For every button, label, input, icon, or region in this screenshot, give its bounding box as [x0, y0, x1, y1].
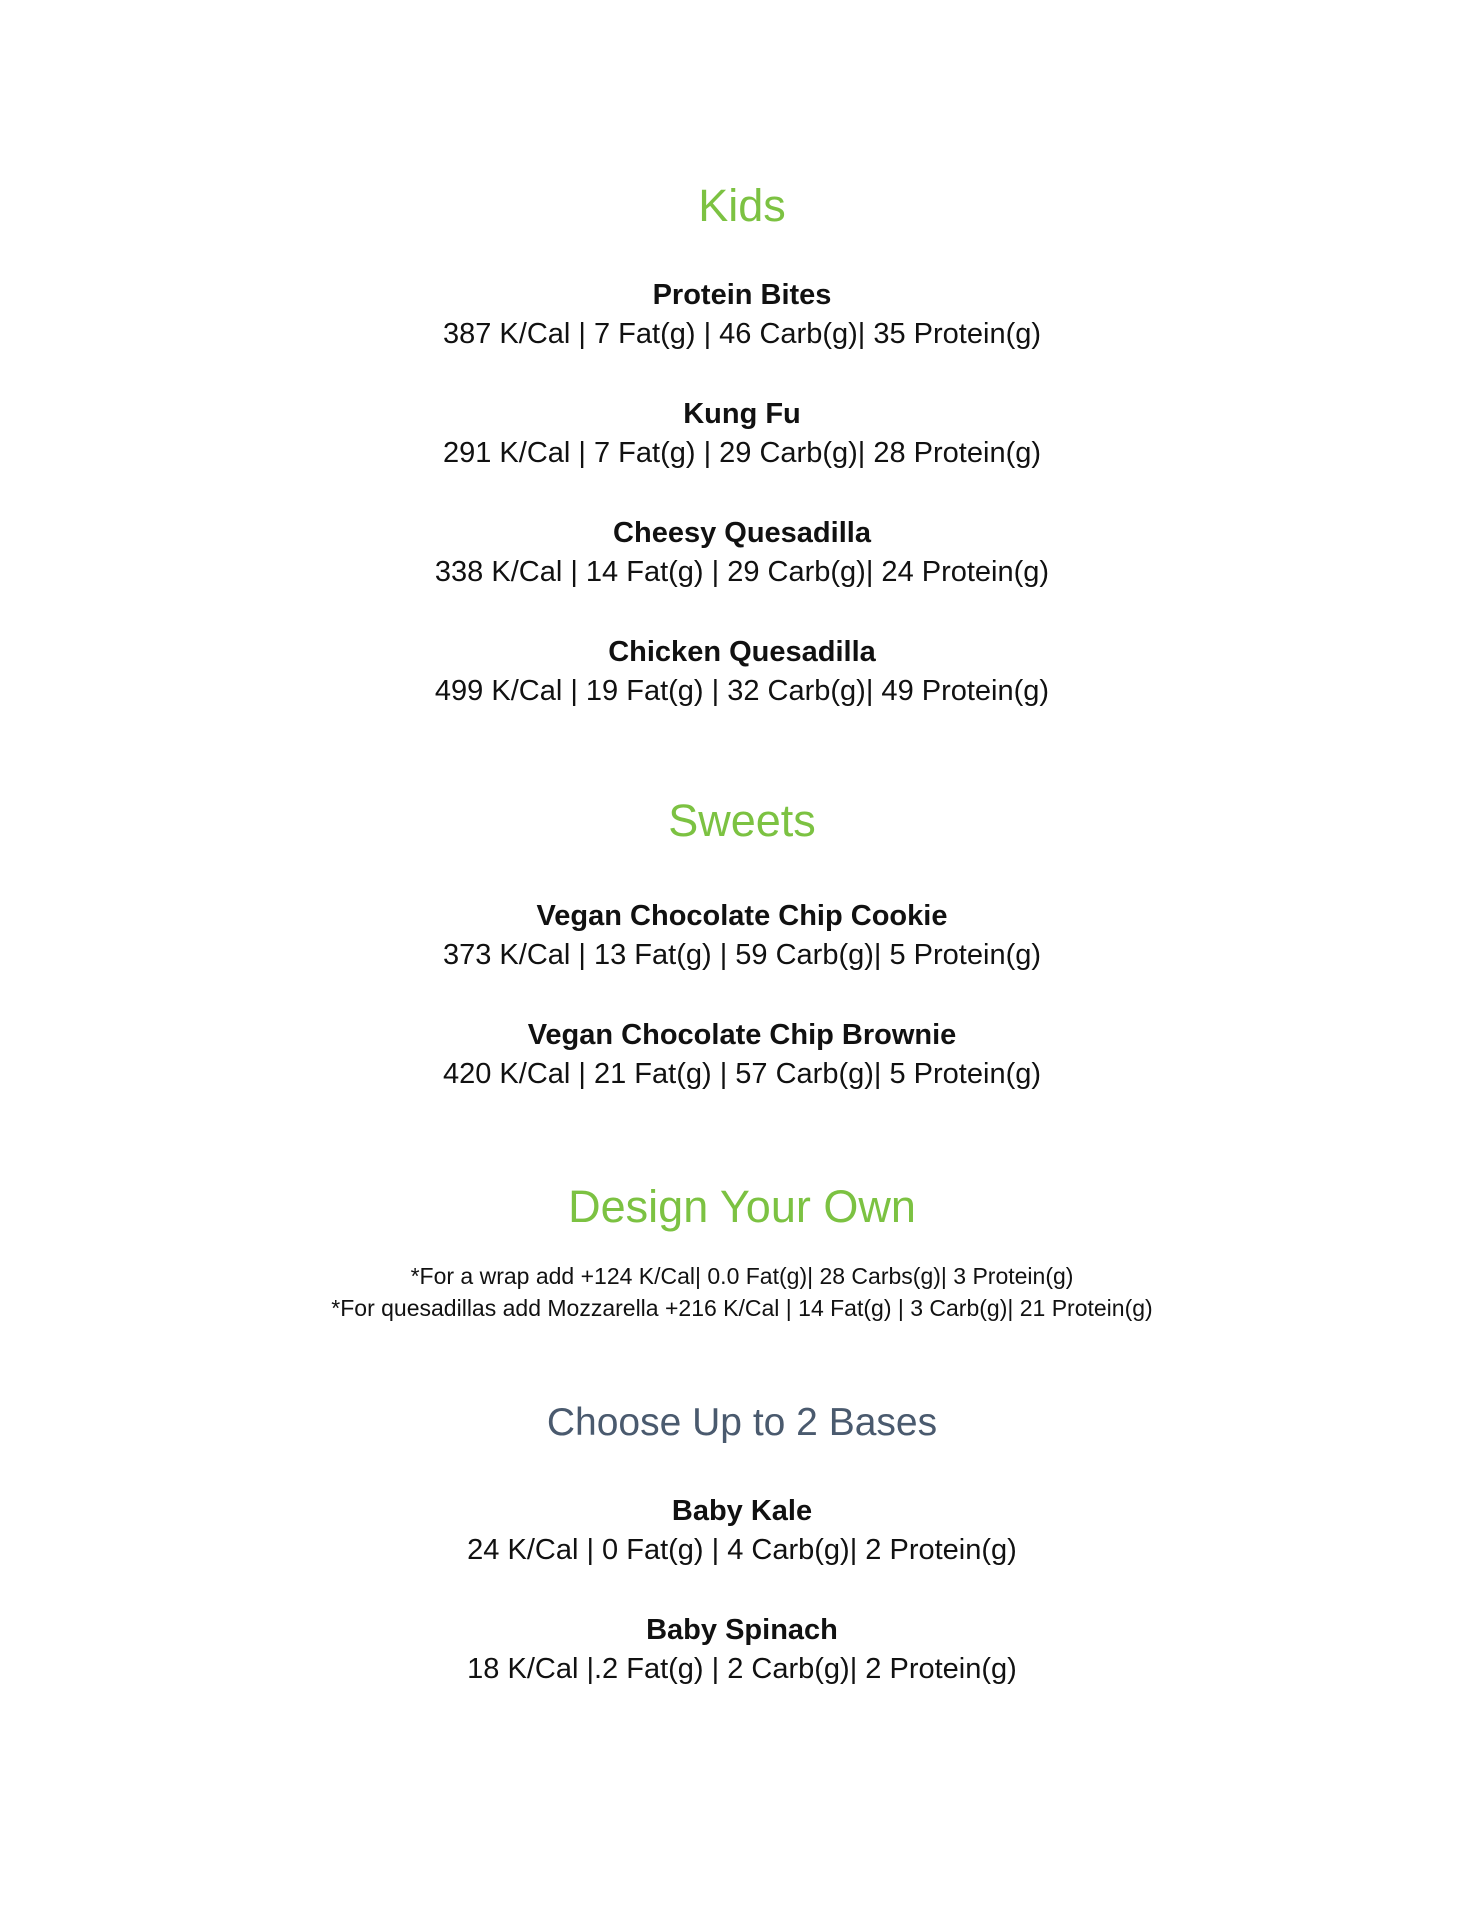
section-title-design-your-own: Design Your Own [568, 1181, 916, 1232]
note-wrap: *For a wrap add +124 K/Cal| 0.0 Fat(g)| 28 Carbs(g)| 3 Protein(g) [410, 1263, 1074, 1289]
item-stats-baby-spinach: 18 K/Cal |.2 Fat(g) | 2 Carb(g)| 2 Protein(g) [467, 1653, 1017, 1685]
item-name-chicken-quesadilla: Chicken Quesadilla [608, 636, 876, 668]
section-title-kids: Kids [698, 180, 786, 231]
item-name-baby-kale: Baby Kale [671, 1495, 813, 1527]
item-stats-protein-bites: 387 K/Cal | 7 Fat(g) | 46 Carb(g)| 35 Protein(g) [442, 318, 1042, 350]
item-name-cheesy-quesadilla: Cheesy Quesadilla [613, 517, 871, 549]
section-title-sweets: Sweets [668, 795, 816, 846]
item-name-kung-fu: Kung Fu [683, 398, 801, 430]
item-stats-chicken-quesadilla: 499 K/Cal | 19 Fat(g) | 32 Carb(g)| 49 Protein(g) [434, 675, 1050, 707]
item-name-vegan-cookie: Vegan Chocolate Chip Cookie [536, 900, 948, 932]
item-stats-baby-kale: 24 K/Cal | 0 Fat(g) | 4 Carb(g)| 2 Protein(g) [467, 1534, 1017, 1566]
item-stats-vegan-brownie: 420 K/Cal | 21 Fat(g) | 57 Carb(g)| 5 Protein(g) [442, 1058, 1042, 1090]
note-quesadilla-mozzarella: *For quesadillas add Mozzarella +216 K/Cal | 14 Fat(g) | 3 Carb(g)| 21 Protein(g) [331, 1295, 1153, 1321]
item-name-baby-spinach: Baby Spinach [646, 1614, 838, 1646]
item-stats-kung-fu: 291 K/Cal | 7 Fat(g) | 29 Carb(g)| 28 Protein(g) [442, 437, 1042, 469]
sub-title-bases: Choose Up to 2 Bases [546, 1401, 938, 1444]
item-stats-cheesy-quesadilla: 338 K/Cal | 14 Fat(g) | 29 Carb(g)| 24 Protein(g) [434, 556, 1050, 588]
item-name-vegan-brownie: Vegan Chocolate Chip Brownie [527, 1019, 957, 1051]
item-stats-vegan-cookie: 373 K/Cal | 13 Fat(g) | 59 Carb(g)| 5 Protein(g) [442, 939, 1042, 971]
item-name-protein-bites: Protein Bites [652, 279, 832, 311]
